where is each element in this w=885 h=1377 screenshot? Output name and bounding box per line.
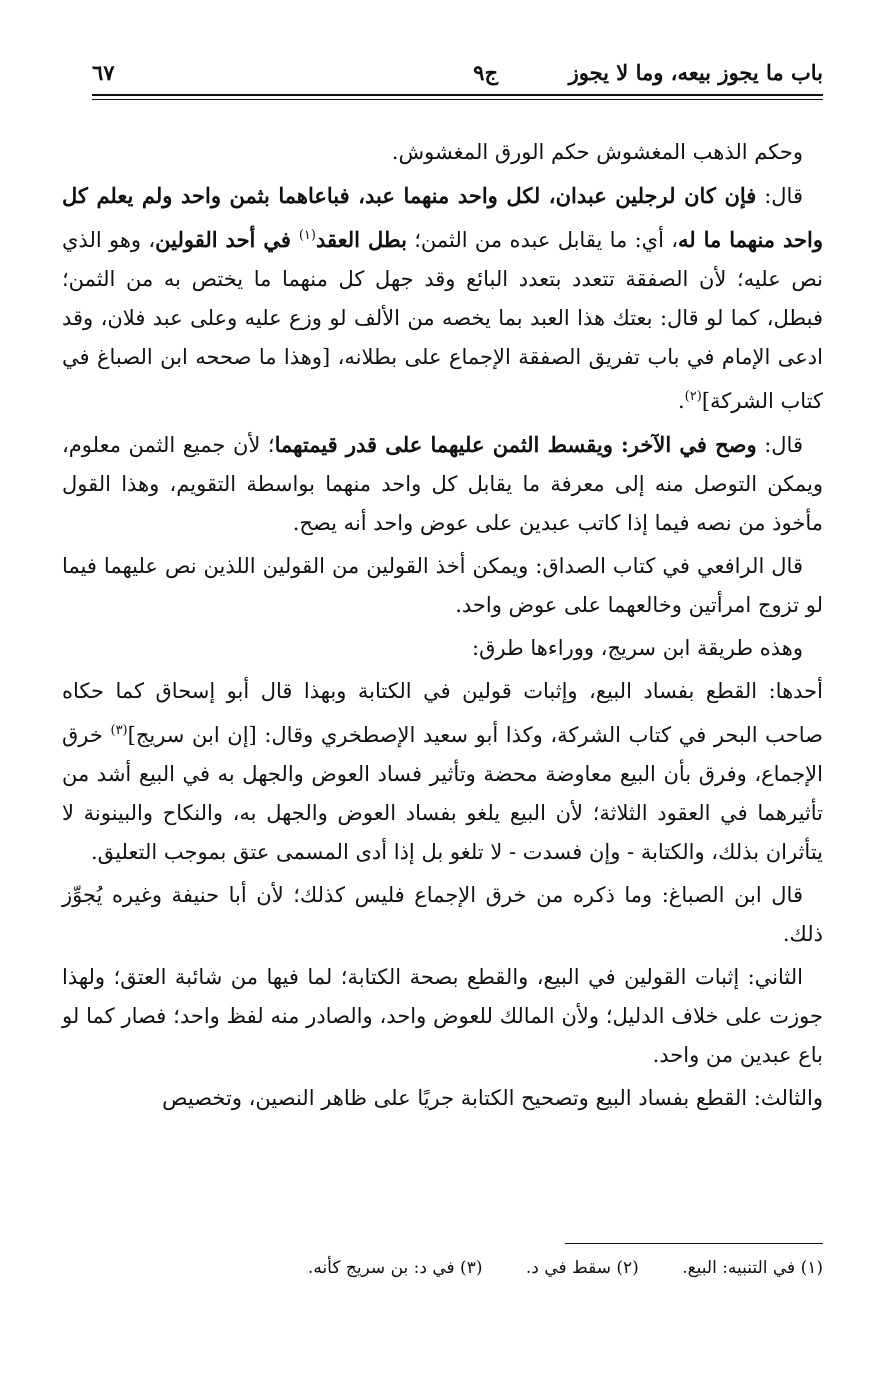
text-run: قال: xyxy=(756,433,803,457)
text-run: وهذه طريقة ابن سريج، ووراءها طرق: xyxy=(472,636,803,660)
bold-text: وصح في الآخر: ويقسط الثمن عليهما على قدر قيمتهما xyxy=(274,432,757,457)
text-run: والثالث: القطع بفساد البيع وتصحيح الكتابة جريًا على ظاهر النصين، وتخصيص xyxy=(162,1086,823,1110)
footnote-marker: (١) xyxy=(298,228,316,243)
text-run: ؛ لأن جميع الثمن معلوم، ويمكن التوصل منه إلى معرفة ما يقابل كل واحد منهما بواسطة التقويم، وهذا القول مأخوذ من نصه فيما إذا كاتب عبدين على عوض واحد أنه يصح. xyxy=(62,433,823,535)
paragraph xyxy=(62,876,823,954)
text-run: خرق الإجماع، وفرق بأن البيع معاوضة محضة وتأثير فساد العوض والجهل به في البيع أشد من تأثيرهما في العقود الثلاثة؛ لأن البيع يلغو بفساد العوض والجهل به، والنكاح والبينونة لا يتأثران بذلك، والكتابة - وإن فسدت - لا تلغو بل إذا أدى المسمى عتق بموجب التعليق. xyxy=(62,723,823,864)
text-run: وحكم الذهب المغشوش حكم الورق المغشوش. xyxy=(391,140,803,164)
paragraph xyxy=(62,425,823,543)
footnote-separator xyxy=(565,1243,823,1244)
text-run: ، أي: ما يقابل عبده من الثمن؛ xyxy=(406,228,679,252)
paragraph xyxy=(62,1079,823,1118)
footnote-marker: (٣) xyxy=(110,723,128,738)
text-run: ، وهو الذي نص عليه؛ لأن الصفقة تتعدد بتعدد البائع وقد جهل كل منهما ما يختص به من الثمن؛ فبطل، كما لو قال: بعتك هذا العبد بما يخصه من الألف لو وزع عليه وعلى عبد فلان، وقد ادعى الإمام في باب تفريق الصفقة الإجماع على بطلانه، [وهذا ما صححه ابن الصباغ في كتاب الشركة] xyxy=(62,228,823,413)
bold-text: بطل العقد xyxy=(315,227,407,252)
body-text xyxy=(62,133,823,1122)
page-header xyxy=(92,58,823,92)
page-number: ٦٧ xyxy=(92,60,115,85)
footnote-2: (٢) سقط في د. xyxy=(525,1258,639,1278)
text-run: قال الرافعي في كتاب الصداق: ويمكن أخذ القولين من القولين اللذين نص عليهما فيما لو تزوج امرأتين وخالعهما على عوض واحد. xyxy=(62,554,823,617)
paragraph xyxy=(62,176,823,421)
bold-text: فإن كان لرجلين عبدان، لكل واحد منهما عبد، فباعاهما بثمن واحد ولم يعلم كل واحد منهما ما له xyxy=(62,183,823,252)
paragraph xyxy=(62,958,823,1075)
text-run: الثاني: إثبات القولين في البيع، والقطع بصحة الكتابة؛ لما فيها من شائبة العتق؛ ولهذا جوزت على خلاف الدليل؛ ولأن المالك للعوض واحد، والصادر منه لفظ واحد؛ فصار كما لو باع عبدين من واحد. xyxy=(62,965,823,1067)
text-run: . xyxy=(677,389,685,413)
header-rule xyxy=(92,94,823,100)
bold-text: في أحد القولين xyxy=(155,227,299,252)
footnote-1: (١) في التنبيه: البيع. xyxy=(682,1258,823,1278)
text-run: قال: xyxy=(756,184,803,208)
footnote-marker: (٢) xyxy=(684,389,702,404)
footnote-3: (٣) في د: بن سريج كأنه. xyxy=(307,1258,483,1278)
paragraph xyxy=(62,133,823,172)
footnotes xyxy=(270,1258,823,1278)
paragraph xyxy=(62,547,823,625)
text-run: قال ابن الصباغ: وما ذكره من خرق الإجماع فليس كذلك؛ لأن أبا حنيفة وغيره يُجوِّز ذلك. xyxy=(62,883,823,946)
volume-label: ج٩ xyxy=(473,60,498,85)
chapter-title: باب ما يجوز بيعه، وما لا يجوز xyxy=(568,60,823,85)
paragraph xyxy=(62,629,823,668)
paragraph xyxy=(62,672,823,872)
text-run: أحدها: القطع بفساد البيع، وإثبات قولين في الكتابة وبهذا قال أبو إسحاق كما حكاه صاحب البحر في كتاب الشركة، وكذا أبو سعيد الإصطخري وقال: [إن ابن سريج] xyxy=(62,679,824,747)
